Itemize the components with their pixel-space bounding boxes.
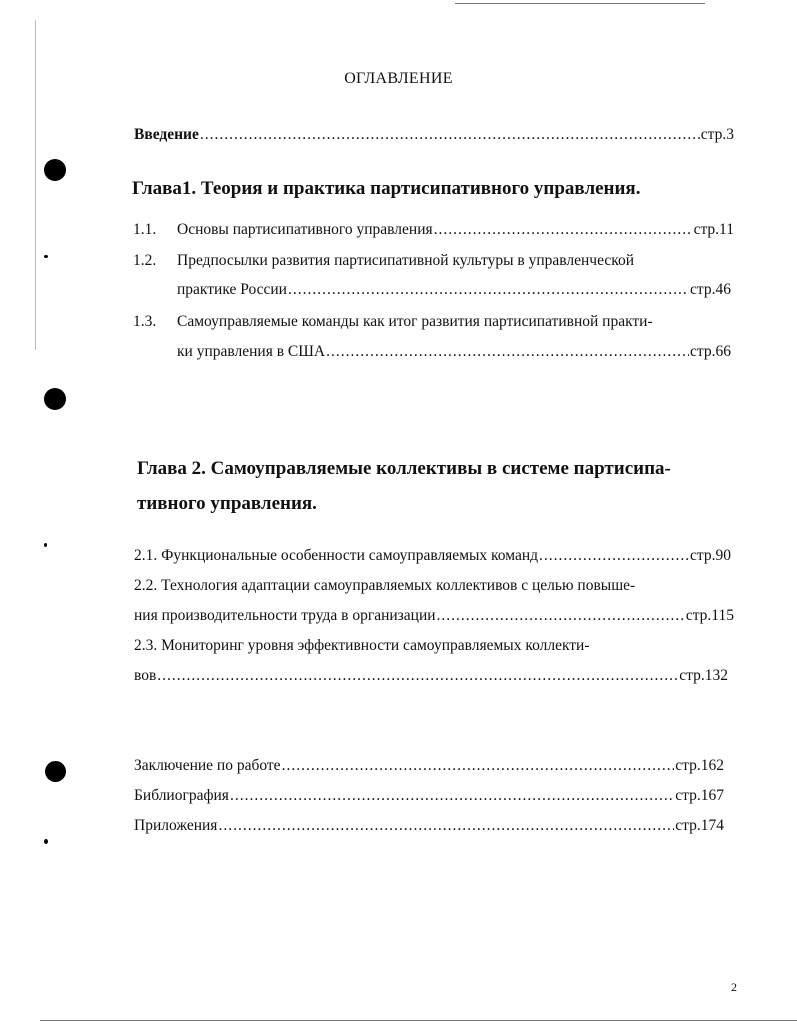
dot-leader — [282, 757, 675, 775]
chapter-2-title-line2: тивного управления. — [137, 493, 317, 514]
toc-title: ОГЛАВЛЕНИЕ — [344, 70, 453, 87]
entry-label-line1: Самоуправляемые команды как итог развития партисипативной практи- — [177, 313, 653, 330]
dot-leader — [218, 817, 674, 835]
entry-number: 1.1. — [133, 221, 157, 238]
toc-entry-bibliography — [134, 787, 724, 805]
entry-page: стр.167 — [675, 787, 724, 804]
dot-leader — [434, 221, 693, 239]
entry-page: стр.174 — [675, 817, 724, 834]
punch-hole-2 — [44, 388, 66, 410]
toc-entry-intro — [134, 126, 734, 144]
scan-speck — [44, 839, 48, 844]
dot-leader — [288, 281, 689, 299]
chapter-1-title: Глава1. Теория и практика партисипативного управления. — [132, 178, 641, 199]
entry-page: стр.162 — [675, 757, 724, 774]
scan-speck — [44, 255, 48, 258]
toc-entry-2-1 — [134, 547, 731, 565]
toc-entry-conclusion — [134, 757, 724, 775]
entry-page: стр.3 — [700, 126, 734, 143]
bottom-scan-line — [40, 1020, 797, 1021]
dot-leader — [539, 547, 689, 565]
entry-page: стр.115 — [685, 607, 734, 624]
dot-leader — [437, 607, 685, 625]
entry-label-line1: 2.2. Технология адаптации самоуправляемых коллективов с целью повыше- — [134, 577, 636, 594]
punch-hole-3 — [45, 761, 66, 782]
dot-leader — [200, 126, 700, 144]
toc-entry-2-2 — [134, 607, 734, 625]
entry-number: 1.3. — [133, 313, 157, 330]
toc-entry-2-3 — [134, 667, 728, 685]
chapter-2-title-line1: Глава 2. Самоуправляемые коллективы в системе партисипа- — [137, 458, 671, 479]
dot-leader — [230, 787, 674, 805]
entry-page: стр.66 — [690, 343, 731, 360]
entry-number: 1.2. — [133, 252, 157, 269]
entry-label: Основы партисипативного управления — [177, 221, 433, 238]
entry-label: практике России — [177, 281, 287, 298]
page-number: 2 — [731, 980, 737, 994]
dot-leader — [157, 667, 678, 685]
entry-page: стр.132 — [679, 667, 728, 684]
dot-leader — [326, 343, 689, 361]
entry-label: ки управления в США — [177, 343, 326, 360]
entry-label: Приложения — [134, 817, 218, 834]
entry-label-line1: 2.3. Мониторинг уровня эффективности самоуправляемых коллекти- — [134, 637, 590, 654]
punch-hole-1 — [44, 159, 66, 181]
toc-entry-1-3 — [177, 343, 731, 361]
toc-entry-1-1 — [177, 221, 734, 239]
entry-page: стр.46 — [690, 281, 731, 298]
entry-label: Введение — [134, 126, 199, 143]
entry-label: Библиография — [134, 787, 229, 804]
entry-label: вов — [134, 667, 157, 684]
scan-speck — [44, 543, 47, 547]
toc-entry-appendices — [134, 817, 724, 835]
toc-entry-1-2 — [177, 281, 731, 299]
entry-page: стр.11 — [693, 221, 734, 238]
entry-label-line1: Предпосылки развития партисипативной культуры в управленческой — [177, 252, 635, 269]
entry-label: ния производительности труда в организации — [134, 607, 436, 624]
top-scan-line — [455, 3, 705, 4]
entry-label: 2.1. Функциональные особенности самоуправляемых команд — [134, 547, 538, 564]
entry-label: Заключение по работе — [134, 757, 281, 774]
entry-page: стр.90 — [690, 547, 731, 564]
